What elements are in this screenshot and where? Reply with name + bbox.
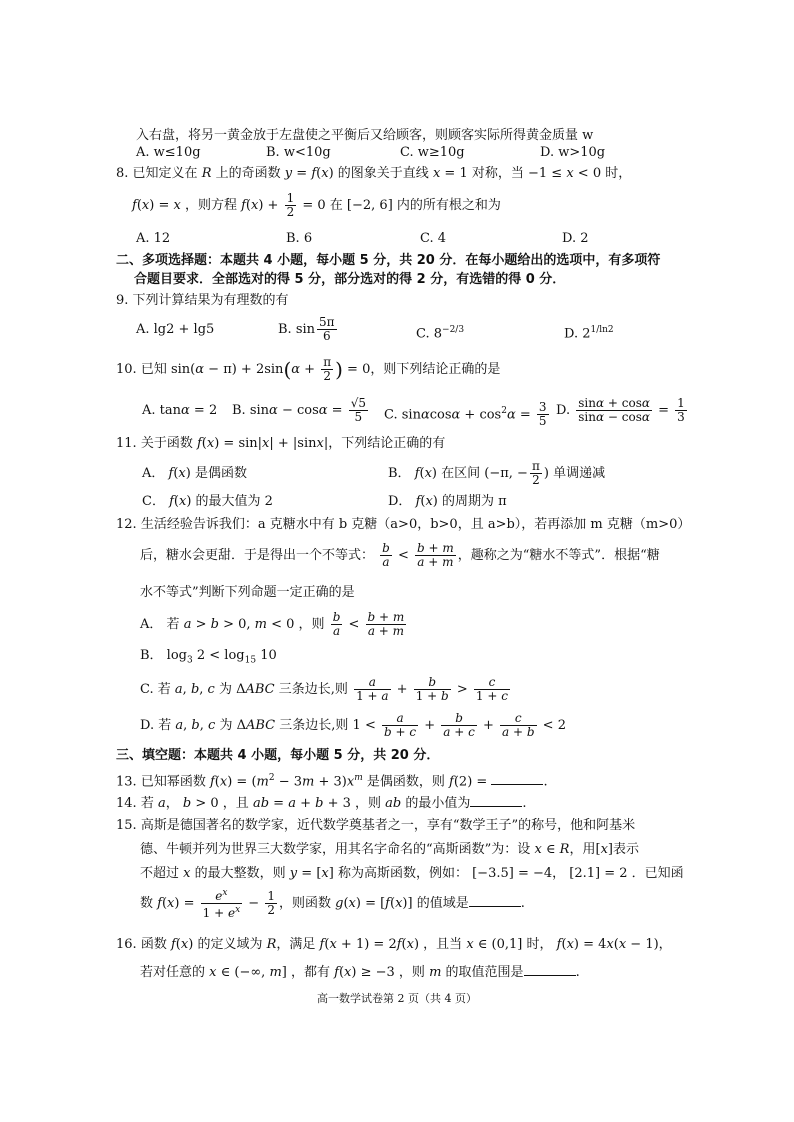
q9-option-d: D. $2^{1/ln2}$ [564, 325, 614, 342]
q12-option-a: A． 若 a > b > 0, m < 0 ，则 $\frac{b}{a}$ < $\frac{b + m}{a + m}$ [140, 610, 405, 638]
q12-option-b: B． $\log_3 2 < \log_{15} 10$ [140, 648, 277, 666]
q11-option-d: D． f(x) 的周期为 π [388, 494, 507, 509]
q8-option-c: C. 4 [420, 231, 447, 246]
q12-option-c: C. 若 a, b, c 为 ΔABC 三条边长,则 $\frac{a}{1 + a}$ + $\frac{b}{1 + b}$ > $\frac{c}{1 + c}$ [140, 675, 508, 703]
question-16: 16. 函数 f(x) 的定义域为 R，满足 f(x + 1) = 2f(x) ，且当 x ∈ (0,1] 时， f(x) = 4x(x − 1)， [116, 937, 672, 952]
question-9: 9. 下列计算结果为有理数的有 [116, 293, 289, 308]
question-12-line2: 后，糖水会更甜．于是得出一个不等式： $\frac{b}{a}$ < $\frac{b + m}{a + m}$ ，趣称之为“糖水不等式”．根据“糖 [140, 541, 660, 569]
q7-tail-text: 入右盘，将另一黄金放于左盘使之平衡后又给顾客，则顾客实际所得黄金质量 w [136, 128, 594, 143]
section-2-heading-cont: 合题目要求．全部选对的得 5 分，部分选对的得 2 分，有选错的得 0 分． [134, 272, 566, 287]
q11-option-c: C． f(x) 的最大值为 2 [142, 494, 273, 509]
q14-answer-blank[interactable] [470, 794, 522, 807]
question-8: 8. 已知定义在 R 上的奇函数 y = f(x) 的图象关于直线 x = 1 对称，当 −1 ≤ x < 0 时， [116, 166, 632, 181]
question-15-line3: 不超过 x 的最大整数，则 y = [x] 称为高斯函数，例如： [−3.5] = −4， [2.1] = 2 ．已知函 [140, 866, 684, 881]
q10-option-d: D. $\frac{\sin\alpha + \cos\alpha}{\sin\alpha - \cos\alpha}$ = $\frac{1}{3}$ [556, 396, 685, 424]
question-16-line2: 若对任意的 x ∈ (−∞, m] ，都有 f(x) ≥ −3 ，则 m 的取值范围是 . [140, 965, 580, 980]
question-8-line2: f(x) = x ，则方程 f(x) + $\frac{1}{2}$ = 0 在 [−2, 6] 内的所有根之和为 [132, 191, 501, 219]
question-15-line2: 德、牛顿并列为世界三大数学家，用其名字命名的“高斯函数”为：设 x ∈ R，用[x]表示 [140, 842, 639, 857]
question-11: 11. 关于函数 f(x) = sin|x| + |sinx|，下列结论正确的有 [116, 436, 446, 451]
question-10: 10. 已知 sin(α − π) + 2sin(α + $\frac{\pi}{2}$ ) = 0，则下列结论正确的是 [116, 355, 501, 383]
section-2-heading: 二、多项选择题：本题共 4 小题，每小题 5 分，共 20 分．在每小题给出的选项中，有多项符 [116, 253, 661, 268]
question-15-line4: 数 f(x) = $\frac{e^x}{1 + e^x}$ − $\frac{1}{2}$ ，则函数 g(x) = [f(x)] 的值域是 . [140, 888, 525, 920]
q7-option-c: C. w≥10g [400, 145, 465, 160]
q15-answer-blank[interactable] [469, 894, 521, 907]
q8-option-d: D. 2 [562, 231, 589, 246]
q7-option-d: D. w>10g [540, 145, 606, 160]
q7-option-b: B. w<10g [266, 145, 331, 160]
question-12-line3: 水不等式”判断下列命题一定正确的是 [140, 585, 355, 600]
q10-option-c: C. $\sin\alpha\cos\alpha + \cos^2\alpha$ = $\frac{3}{5}$ [384, 400, 547, 429]
section-3-heading: 三、填空题：本题共 4 小题，每小题 5 分，共 20 分． [116, 748, 440, 763]
q8-option-b: B. 6 [286, 231, 313, 246]
q13-answer-blank[interactable] [491, 772, 543, 785]
q10-option-b: B. sinα − cosα = $\frac{√5}{5}$ [232, 396, 366, 424]
q9-option-a: A. lg2 + lg5 [136, 322, 215, 337]
q9-option-c: C. $8^{-2/3}$ [416, 325, 465, 342]
question-14: 14. 若 a， b > 0 ，且 ab = a + b + 3 ，则 ab 的最小值为 . [116, 796, 527, 811]
question-15: 15. 高斯是德国著名的数学家，近代数学奠基者之一，享有“数学王子”的称号，他和阿基米 [116, 818, 636, 833]
question-13: 13. 已知幂函数 $f(x) = (m^2 - 3m + 3)x^m$ 是偶函数，则 f(2) = . [116, 773, 548, 790]
q11-option-a: A． f(x) 是偶函数 [142, 466, 247, 481]
q9-option-b: B. sin $\frac{5\pi}{6}$ [278, 315, 335, 343]
q7-option-a: A. w≤10g [136, 145, 201, 160]
q11-option-b: B． f(x) 在区间 (−π, − $\frac{\pi}{2}$ ) 单调递减 [388, 459, 606, 487]
question-12: 12. 生活经验告诉我们：a 克糖水中有 b 克糖（a>0，b>0，且 a>b），若再添加 m 克糖（m>0） [116, 517, 691, 532]
q8-option-a: A. 12 [136, 231, 171, 246]
q16-answer-blank[interactable] [524, 963, 576, 976]
q12-option-d: D. 若 a, b, c 为 ΔABC 三条边长,则 1 < $\frac{a}{b + c}$ + $\frac{b}{a + c}$ + $\frac{c}{a + b}$ < 2 [140, 711, 566, 739]
page-footer: 高一数学试卷第 2 页（共 4 页） [317, 992, 477, 1005]
q10-option-a: A. tanα = 2 [142, 403, 218, 418]
